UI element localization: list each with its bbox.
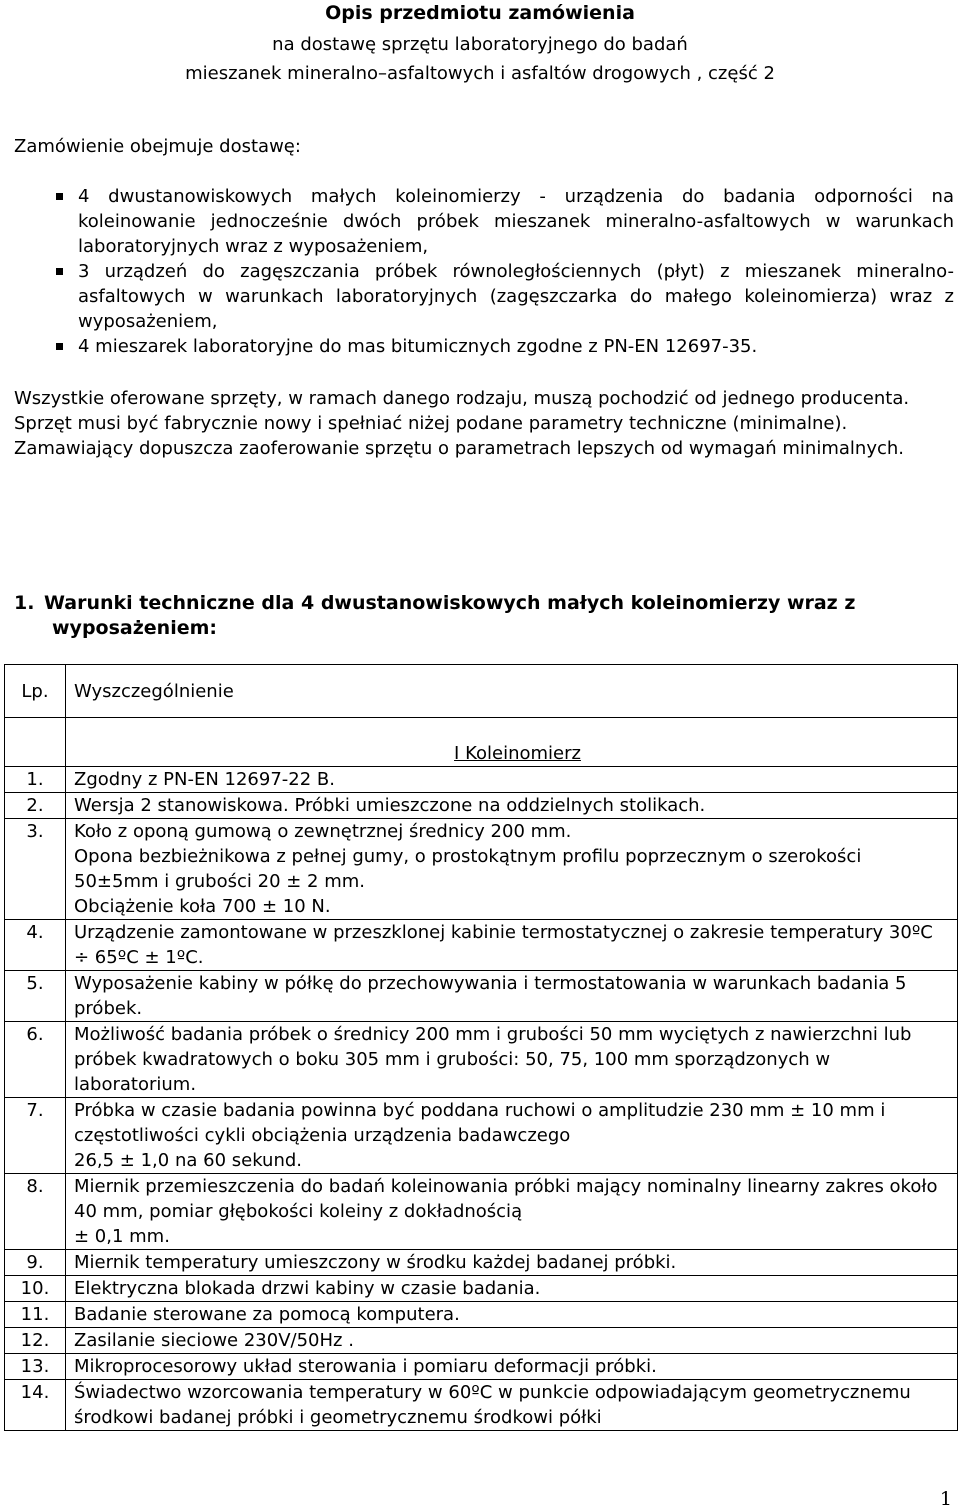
- row-text: Wyposażenie kabiny w półkę do przechowywania i termostatowania w warunkach badania 5 próbek.: [66, 971, 958, 1022]
- row-text: Miernik temperatury umieszczony w środku każdej badanej próbki.: [66, 1250, 958, 1276]
- bullet-item: [14, 259, 954, 334]
- table-cell-empty: [5, 718, 66, 767]
- row-text: Miernik przemieszczenia do badań koleinowania próbki mający nominalny linearny zakres około 40 mm, pomiar głębokości koleiny z dokładnością: [74, 1176, 938, 1222]
- square-bullet-icon: [56, 343, 63, 350]
- section-number: 1.: [14, 592, 35, 614]
- bullet-text: 4 mieszarek laboratoryjne do mas bitumicznych zgodne z PN-EN 12697-35.: [78, 336, 758, 357]
- paragraph: Sprzęt musi być fabrycznie nowy i spełniać niżej podane parametry techniczne (minimalne).: [14, 413, 848, 434]
- row-number: 3.: [5, 819, 66, 920]
- table-row: [5, 819, 958, 920]
- row-number: 5.: [5, 971, 66, 1022]
- row-number: 6.: [5, 1022, 66, 1098]
- scope-bullet-list: [14, 184, 954, 359]
- bullet-item: [14, 334, 954, 359]
- row-number: 10.: [5, 1276, 66, 1302]
- row-text: Wersja 2 stanowiskowa. Próbki umieszczone na oddzielnych stolikach.: [66, 793, 958, 819]
- row-text: Urządzenie zamontowane w przeszklonej kabinie termostatycznej o zakresie temperatury 30ºC ÷ 65ºC ± 1ºC.: [66, 920, 958, 971]
- row-text: Badanie sterowane za pomocą komputera.: [66, 1302, 958, 1328]
- row-number: 7.: [5, 1098, 66, 1174]
- table-subheader-row: [5, 718, 958, 767]
- document-subtitle-line-2: mieszanek mineralno–asfaltowych i asfaltów drogowych , część 2: [185, 63, 775, 84]
- row-number: 2.: [5, 793, 66, 819]
- square-bullet-icon: [56, 268, 63, 275]
- table-row: [5, 1302, 958, 1328]
- section-title-line-1: Warunki techniczne dla 4 dwustanowiskowych małych koleinomierzy wraz z: [44, 592, 856, 614]
- document-title: Opis przedmiotu zamówienia: [325, 2, 635, 24]
- table-header-row: [5, 665, 958, 718]
- row-text: Elektryczna blokada drzwi kabiny w czasie badania.: [66, 1276, 958, 1302]
- table-row: [5, 793, 958, 819]
- table-row: [5, 920, 958, 971]
- row-cell: [66, 819, 958, 920]
- paragraph: Wszystkie oferowane sprzęty, w ramach danego rodzaju, muszą pochodzić od jednego producenta.: [14, 388, 910, 409]
- row-number: 1.: [5, 767, 66, 793]
- table-row: [5, 1098, 958, 1174]
- intro-text: Zamówienie obejmuje dostawę:: [14, 136, 301, 157]
- row-text: Koło z oponą gumową o zewnętrznej średnicy 200 mm.: [74, 821, 572, 842]
- table-row: [5, 1250, 958, 1276]
- section-title-line-2: wyposażeniem:: [52, 617, 217, 639]
- row-number: 8.: [5, 1174, 66, 1250]
- row-text: Świadectwo wzorcowania temperatury w 60ºC w punkcie odpowiadającym geometrycznemu środkowi badanej próbki i geometrycznemu środkowi półki: [66, 1380, 958, 1431]
- row-text-extra: Obciążenie koła 700 ± 10 N.: [74, 896, 331, 917]
- table-row: [5, 1174, 958, 1250]
- bullet-text: 4 dwustanowiskowych małych koleinomierzy - urządzenia do badania odporności na koleinowanie jednocześnie dwóch próbek mieszanek mineralno-asfaltowych w warunkach laboratoryjnych wraz z wyposażeniem,: [78, 186, 954, 257]
- table-row: [5, 1380, 958, 1431]
- table-row: [5, 971, 958, 1022]
- row-number: 9.: [5, 1250, 66, 1276]
- row-number: 4.: [5, 920, 66, 971]
- paragraph: Zamawiający dopuszcza zaoferowanie sprzętu o parametrach lepszych od wymagań minimalnych.: [14, 438, 904, 459]
- row-number: 12.: [5, 1328, 66, 1354]
- row-text: Mikroprocesorowy układ sterowania i pomiaru deformacji próbki.: [66, 1354, 958, 1380]
- requirements-paragraphs: [14, 386, 954, 461]
- spec-table: [4, 664, 958, 1431]
- row-number: 14.: [5, 1380, 66, 1431]
- row-number: 13.: [5, 1354, 66, 1380]
- table-row: [5, 1328, 958, 1354]
- row-number: 11.: [5, 1302, 66, 1328]
- page-number: 1: [939, 1488, 952, 1510]
- row-text-extra: 26,5 ± 1,0 na 60 sekund.: [74, 1150, 303, 1171]
- device-subheader: I Koleinomierz: [66, 718, 958, 767]
- column-header-description: Wyszczególnienie: [66, 665, 958, 718]
- document-subtitle-line-1: na dostawę sprzętu laboratoryjnego do badań: [272, 34, 688, 55]
- table-row: [5, 1276, 958, 1302]
- table-row: [5, 1022, 958, 1098]
- row-cell: [66, 1174, 958, 1250]
- row-text: Możliwość badania próbek o średnicy 200 mm i grubości 50 mm wyciętych z nawierzchni lub próbek kwadratowych o boku 305 mm i grubości: 50, 75, 100 mm sporządzonych w laboratorium.: [66, 1022, 958, 1098]
- section-heading: [14, 591, 954, 641]
- table-row: [5, 1354, 958, 1380]
- row-cell: [66, 1098, 958, 1174]
- bullet-item: [14, 184, 954, 259]
- bullet-text: 3 urządzeń do zagęszczania próbek równoległościennych (płyt) z mieszanek mineralno-asfaltowych w warunkach laboratoryjnych (zagęszczarka do małego koleinomierza) wraz z wyposażeniem,: [78, 261, 954, 332]
- square-bullet-icon: [56, 193, 63, 200]
- table-row: [5, 767, 958, 793]
- row-text: Zgodny z PN-EN 12697-22 B.: [66, 767, 958, 793]
- row-text-extra: Opona bezbieżnikowa z pełnej gumy, o prostokątnym profilu poprzecznym o szerokości 50±5mm i grubości 20 ± 2 mm.: [74, 846, 862, 892]
- row-text: Zasilanie sieciowe 230V/50Hz .: [66, 1328, 958, 1354]
- row-text: Próbka w czasie badania powinna być poddana ruchowi o amplitudzie 230 mm ± 10 mm i częstotliwości cykli obciążenia urządzenia badawczego: [74, 1100, 886, 1146]
- column-header-lp: Lp.: [5, 665, 66, 718]
- row-text-extra: ± 0,1 mm.: [74, 1226, 170, 1247]
